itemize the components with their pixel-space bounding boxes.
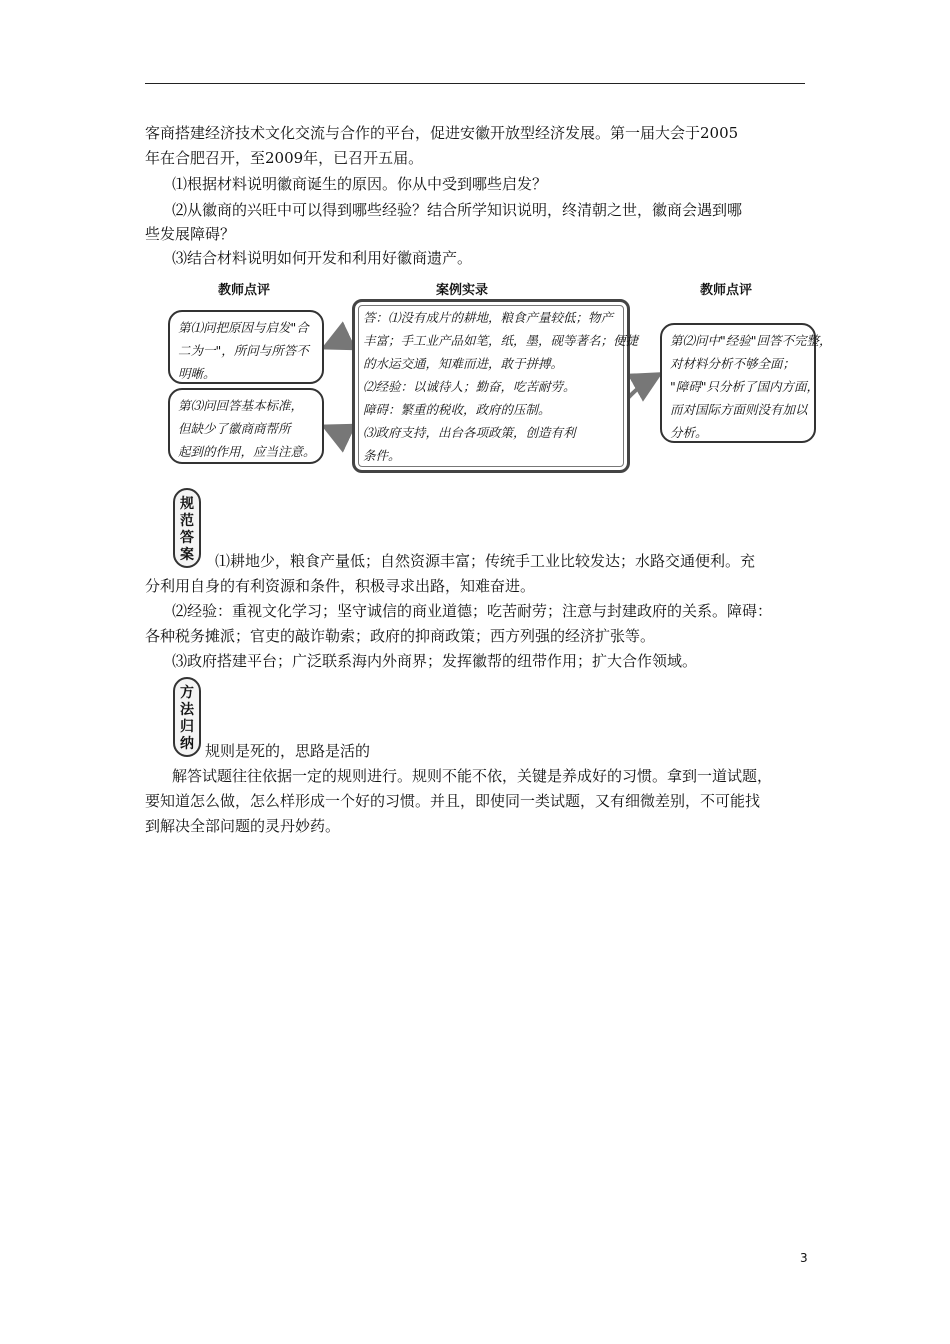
question-3: ⑶结合材料说明如何开发和利用好徽商遗产。 (172, 249, 473, 267)
teacher-comment-left-1 (168, 310, 324, 384)
figure-left-title: 教师点评 (218, 283, 271, 298)
case-record-answer (352, 299, 639, 473)
method-line-3: 到解决全部问题的灵丹妙药。 (145, 817, 341, 835)
comment-line: 对材料分析不够全面； (670, 356, 796, 371)
teacher-comment-left-2 (168, 388, 324, 464)
answer-line: 障碍：繁重的税收，政府的压制。 (363, 402, 551, 417)
answer-line: 的水运交通，知难而进，敢于拼搏。 (363, 356, 564, 371)
badge-char: 方 (180, 685, 194, 701)
badge-char: 答 (180, 530, 194, 546)
teacher-comment-right (660, 323, 832, 443)
answer-line: 丰富；手工业产品如笔，纸，墨，砚等著名；便捷 (363, 333, 639, 348)
comment-line: 第⑴问把原因与启发"合 (178, 320, 309, 335)
badge-char: 案 (180, 547, 194, 563)
answer-line: ⑵经验：以诚待人；勤奋，吃苦耐劳。 (363, 379, 576, 394)
answer-line: 答：⑴没有成片的耕地，粮食产量较低；物产 (363, 310, 614, 325)
method-summary-badge (173, 677, 201, 757)
question-2-line-2: 些发展障碍？ (145, 225, 236, 243)
figure-mid-title: 案例实录 (436, 283, 489, 298)
badge-char: 范 (180, 513, 194, 529)
answer-2-line-2: 各种税务摊派；官吏的敲诈勒索；政府的抑商政策；西方列强的经济扩张等。 (145, 627, 656, 645)
badge-char: 法 (180, 702, 194, 718)
comment-line: 起到的作用，应当注意。 (178, 444, 316, 459)
method-line-2: 要知道怎么做，怎么样形成一个好的习惯。并且，即使同一类试题，又有细微差别，不可能找 (145, 792, 761, 810)
comment-line: 但缺少了徽商商帮所 (178, 421, 291, 436)
badge-char: 规 (180, 496, 194, 512)
badge-char: 归 (180, 719, 194, 735)
page-number: 3 (800, 1251, 808, 1265)
comment-line: 第⑶问回答基本标准， (178, 398, 304, 413)
intro-line-1: 客商搭建经济技术文化交流与合作的平台，促进安徽开放型经济发展。第一届大会于2005 (145, 124, 739, 142)
answer-2-line-1: ⑵经验：重视文化学习；坚守诚信的商业道德；吃苦耐劳；注意与封建政府的关系。障碍： (172, 602, 773, 620)
comment-line: 而对国际方面则没有加以 (670, 402, 808, 417)
answer-line: 条件。 (363, 448, 401, 463)
comment-line: 二为一"，所问与所答不 (178, 343, 309, 358)
intro-line-2: 年在合肥召开，至2009年，已召开五届。 (145, 149, 424, 167)
standard-answer-badge (173, 488, 201, 568)
question-2-line-1: ⑵从徽商的兴旺中可以得到哪些经验？结合所学知识说明，终清朝之世，徽商会遇到哪 (172, 201, 743, 219)
question-1: ⑴根据材料说明徽商诞生的原因。你从中受到哪些启发？ (172, 175, 548, 193)
answer-line: ⑶政府支持，出台各项政策，创造有利 (363, 425, 576, 440)
arrow-to-right-comment (628, 376, 656, 398)
figure-right-title: 教师点评 (700, 283, 753, 298)
comment-line: 明晰。 (178, 366, 216, 381)
answer-1-line-1: ⑴耕地少，粮食产量低；自然资源丰富；传统手工业比较发达；水路交通便利。充 (215, 552, 756, 570)
method-line-1: 解答试题往往依据一定的规则进行。规则不能不依，关键是养成好的习惯。拿到一道试题， (172, 767, 773, 785)
comment-line: "障碍"只分析了国内方面， (670, 379, 819, 394)
answer-1-line-2: 分利用自身的有利资源和条件，积极寻求出路，知难奋进。 (145, 577, 536, 595)
badge-char: 纳 (180, 736, 194, 752)
comment-line: 分析。 (670, 425, 708, 440)
answer-3: ⑶政府搭建平台；广泛联系海内外商界；发挥徽帮的纽带作用；扩大合作领域。 (172, 652, 698, 670)
comment-line: 第⑵问中"经验"回答不完整， (670, 333, 832, 348)
method-subtitle: 规则是死的，思路是活的 (205, 742, 371, 760)
